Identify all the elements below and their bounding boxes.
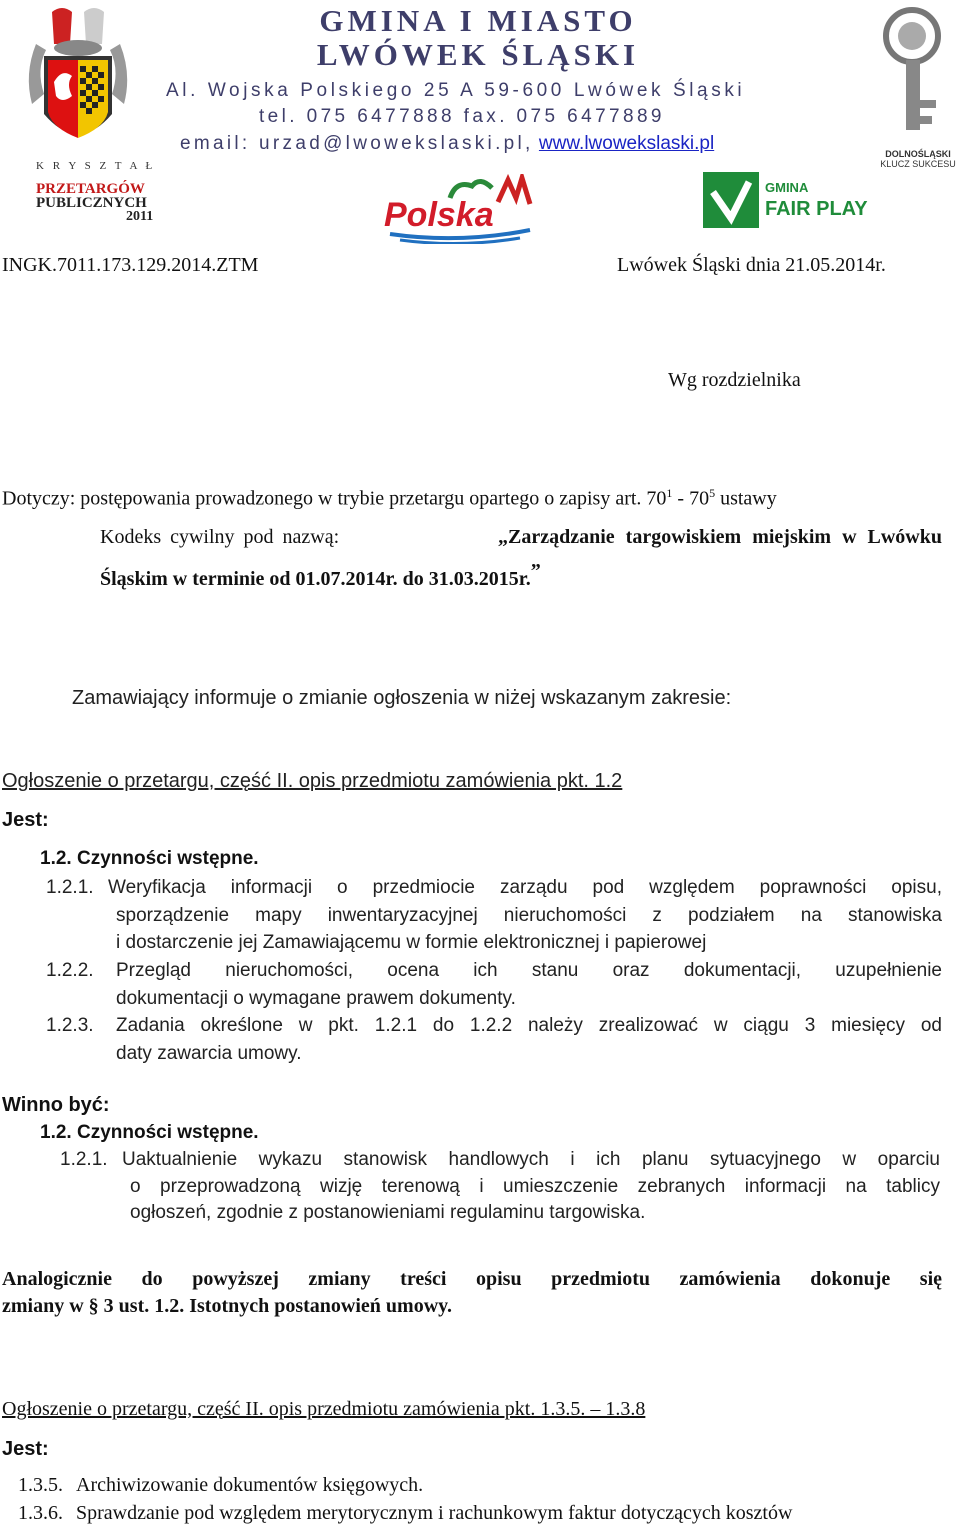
krysztal-line1: PRZETARGÓW xyxy=(36,181,145,197)
email-line xyxy=(180,133,714,155)
subject-sup1: 1 xyxy=(666,486,673,500)
item-number: 1.2.1. xyxy=(46,877,94,898)
gmina-title xyxy=(308,4,648,72)
subject-line2-normal: Kodeks cywilny pod nazwą: xyxy=(100,526,340,548)
subject-end: ustawy xyxy=(715,487,777,510)
subject-line2 xyxy=(100,526,942,549)
address-line: Al. Wojska Polskiego 25 A 59-600 Lwówek Śląski xyxy=(166,80,746,101)
section1-heading: Ogłoszenie o przetargu, część II. opis przedmiotu zamówienia pkt. 1.2 xyxy=(2,770,623,792)
phone-line: tel. 075 6477888 fax. 075 6477889 xyxy=(259,106,665,127)
item-line: Weryfikacja informacji o przedmiocie zarządu pod względem poprawności opisu, xyxy=(108,877,942,898)
fair-play-check-icon xyxy=(703,172,759,228)
dolnoslaski-line2: KLUCZ SUKCESU xyxy=(880,159,956,169)
subject-line1 xyxy=(2,486,777,511)
section1-subheading: 1.2. Czynności wstępne. xyxy=(40,848,259,869)
subject-line3-text: Śląskim w terminie od 01.07.2014r. do 31.03.2015r. xyxy=(100,568,531,590)
subject-line2-bold: „Zarządzanie targowiskiem miejskim w Lwówku xyxy=(498,526,942,548)
item-line: Przegląd nieruchomości, ocena ich stanu oraz dokumentacji, uzupełnienie xyxy=(116,960,942,981)
krysztal-top-text: K R Y S Z T A Ł xyxy=(36,160,156,172)
item-line: Uaktualnienie wykazu stanowisk handlowych i ich planu sytuacyjnego w oparciu xyxy=(122,1149,940,1170)
krysztal-logo xyxy=(22,160,162,226)
email-text: email: urzad@lwowekslaski.pl, xyxy=(180,133,534,154)
coat-of-arms-logo xyxy=(22,4,134,154)
dolnoslaski-logo xyxy=(876,4,960,172)
analog-paragraph xyxy=(2,1266,942,1320)
section1-jest: Jest: xyxy=(2,809,49,831)
item-number: 1.3.6. xyxy=(18,1502,63,1524)
intro-text: Zamawiający informuje o zmianie ogłoszenia w niżej wskazanym zakresie: xyxy=(72,687,732,709)
key-icon xyxy=(876,4,960,144)
krysztal-line2: PUBLICZNYCH xyxy=(36,195,147,211)
fair-play-small: GMINA xyxy=(765,180,809,195)
fair-play-logo xyxy=(703,172,873,232)
website-link[interactable]: www.lwowekslaski.pl xyxy=(538,133,715,154)
polska-logo xyxy=(380,174,540,244)
item-line: i dostarczenie jej Zamawiającemu w formie elektronicznej i papierowej xyxy=(116,932,707,953)
subject-mid: - 70 xyxy=(672,487,710,510)
item-text: Archiwizowanie dokumentów księgowych. xyxy=(76,1474,424,1496)
dolnoslaski-line1: DOLNOŚLĄSKI xyxy=(885,149,951,159)
reference-number: INGK.7011.173.129.2014.ZTM xyxy=(2,254,259,276)
recipient: Wg rozdzielnika xyxy=(668,369,801,391)
polska-text: Polska xyxy=(384,196,494,234)
item-1-3-6 xyxy=(18,1502,792,1525)
subject-text: Dotyczy: postępowania prowadzonego w trybie przetargu opartego o zapisy art. 70 xyxy=(2,487,667,510)
item-number: 1.3.5. xyxy=(18,1474,63,1496)
item-number: 1.2.2. xyxy=(46,960,94,981)
item-1-2-1 xyxy=(46,874,942,957)
item-number: 1.2.1. xyxy=(60,1149,108,1170)
place-date: Lwówek Śląski dnia 21.05.2014r. xyxy=(617,254,886,276)
item-line: sporządzenie mapy inwentaryzacyjnej nieruchomości z podziałem na stanowiska xyxy=(116,904,942,926)
item-text: Sprawdzanie pod względem merytorycznym i rachunkowym faktur dotyczących kosztów xyxy=(76,1502,793,1524)
item-line: Zadania określone w pkt. 1.2.1 do 1.2.2 należy zrealizować w ciągu 3 miesięcy od xyxy=(116,1015,942,1036)
item-line: daty zawarcia umowy. xyxy=(116,1042,302,1064)
winno-item-1-2-1 xyxy=(60,1147,940,1227)
subject-sup2: 5 xyxy=(709,486,716,500)
item-line: o przeprowadzoną wizję terenową i umieszczenie zebranych informacji na tablicy xyxy=(130,1175,940,1197)
item-line: dokumentacji o wymagane prawem dokumenty. xyxy=(116,987,516,1009)
item-number: 1.2.3. xyxy=(46,1015,94,1036)
gmina-title-line1: GMINA I MIASTO xyxy=(319,3,637,38)
item-1-2-3 xyxy=(46,1012,942,1067)
subject-line3-quote: ” xyxy=(530,560,541,582)
krysztal-year: 2011 xyxy=(126,209,154,224)
analog-line2: zmiany w § 3 ust. 1.2. Istotnych postanowień umowy. xyxy=(2,1295,453,1317)
subject-line3 xyxy=(100,560,541,591)
gmina-title-line2: LWÓWEK ŚLĄSKI xyxy=(316,37,640,72)
winno-label: Winno być: xyxy=(2,1094,110,1116)
item-1-3-5 xyxy=(18,1474,423,1497)
analog-line1: Analogicznie do powyższej zmiany treści opisu przedmiotu zamówienia dokonuje się xyxy=(2,1268,942,1290)
section2-jest: Jest: xyxy=(2,1438,49,1460)
fair-play-big: FAIR PLAY xyxy=(765,198,868,220)
item-1-2-2 xyxy=(46,957,942,1012)
item-line: ogłoszeń, zgodnie z postanowieniami regulaminu targowiska. xyxy=(130,1202,646,1223)
section2-heading: Ogłoszenie o przetargu, część II. opis przedmiotu zamówienia pkt. 1.3.5. – 1.3.8 xyxy=(2,1398,646,1420)
winno-subheading: 1.2. Czynności wstępne. xyxy=(40,1122,259,1143)
